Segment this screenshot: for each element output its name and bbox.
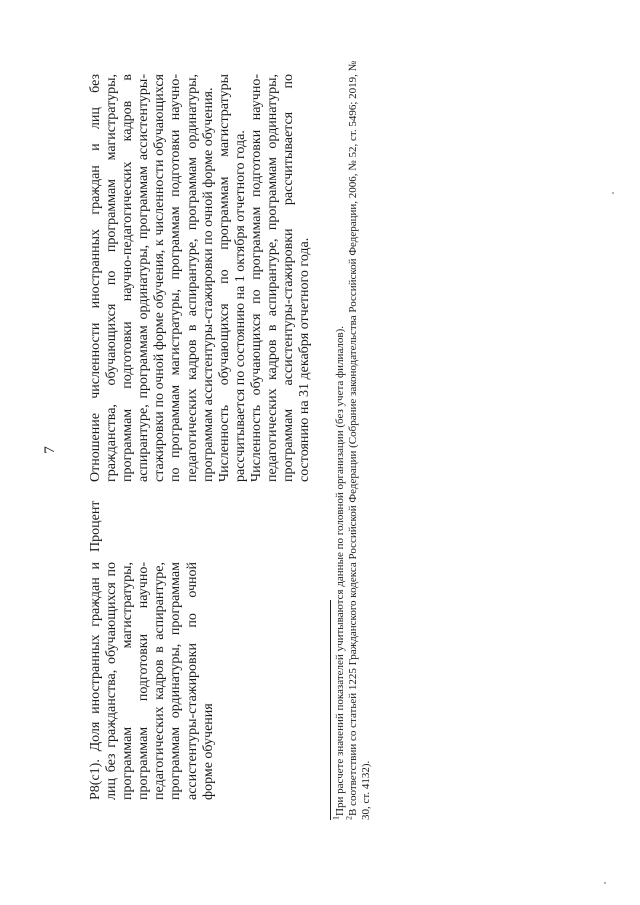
- footnote-mark: 2: [344, 816, 354, 820]
- scan-speck: [604, 882, 606, 884]
- footnote-mark: 1: [331, 816, 341, 820]
- footnote-divider: [330, 600, 331, 820]
- page-number: 7: [42, 446, 58, 454]
- rotated-page: [40, 40, 600, 860]
- footnote-text: В соответствии со статьей 1225 Гражданского кодекса Российской Федерации (Собрание законодательства Российской Федерации, 2006, № 52, ст. 5496; 2019, № 30, ст. 4132).: [347, 60, 372, 820]
- calculation-method-cell: [88, 74, 313, 482]
- indicator-name-cell: [88, 562, 217, 800]
- method-paragraph: Отношение численности иностранных граждан и лиц без гражданства, обучающихся по программам магистратуры, программам подготовки научно-педагогических кадров в аспирантуре, программам ординатуры, программам ассистентуры-стажировки по очной форме обучения, к численности обучающихся по программам магистратуры, программам подготовки научно-педагогических кадров в аспирантуре, программам ординатуры, программам ассистентуры-стажировки по очной форме обучения.: [88, 74, 216, 482]
- scan-speck: [612, 192, 614, 194]
- footnotes: [331, 60, 373, 820]
- footnote: [331, 60, 347, 820]
- method-paragraph: Численность обучающихся по программам магистратуры рассчитывается по состоянию на 1 октября отчетного года.: [216, 74, 248, 482]
- footnote: [344, 60, 373, 820]
- indicator-name: P8(с1). Доля иностранных граждан и лиц без гражданства, обучающихся по программам магистратуры, программам подготовки научно-педагогических кадров в аспирантуре, программам ординатуры, программам ассистентуры-стажировки по очной форме обучения: [88, 562, 216, 800]
- footnote-text: При расчете значений показателей учитываются данные по головной организации (без учета филиалов).: [334, 325, 346, 816]
- indicator-unit-cell: [88, 492, 104, 552]
- indicator-unit: Процент: [88, 500, 103, 552]
- method-paragraph: Численность обучающихся по программам подготовки научно-педагогических кадров в аспирантуре, программам ординатуры, программам ассистентуры-стажировки рассчитывается по состоянию на 31 декабря отчетного года.: [248, 74, 313, 482]
